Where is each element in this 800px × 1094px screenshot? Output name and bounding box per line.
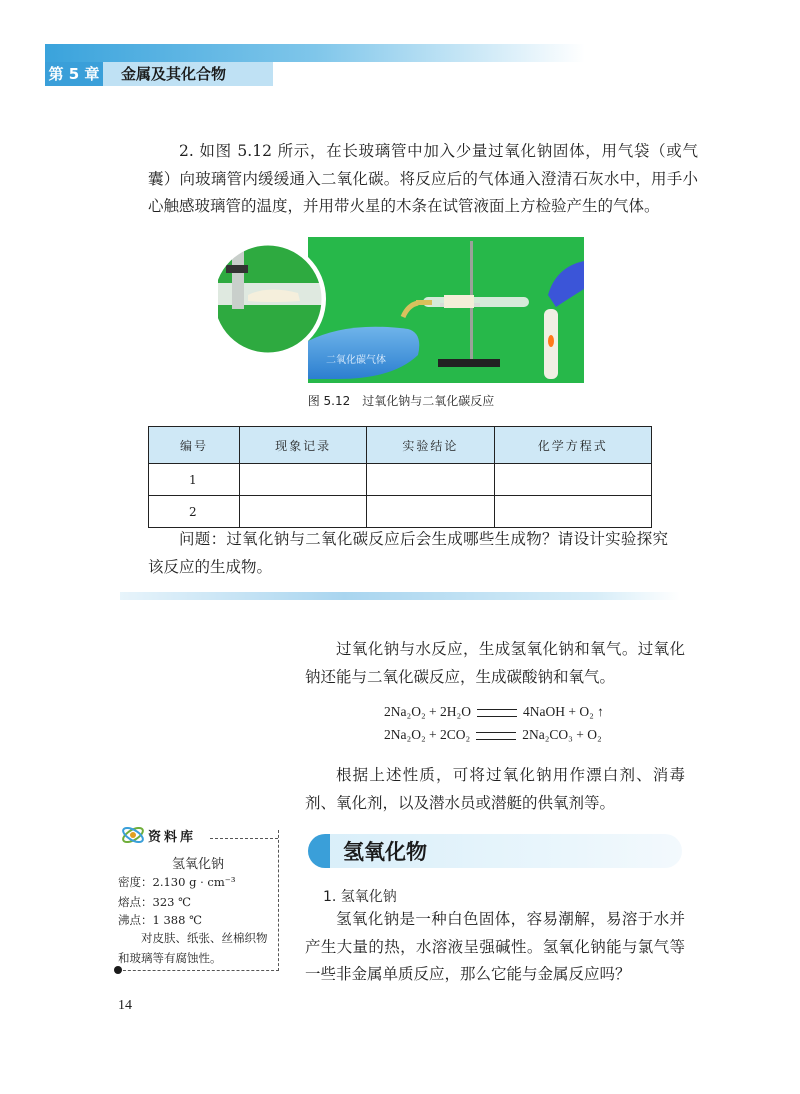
table-header-cell: 编号 (149, 427, 240, 464)
table-cell (367, 464, 494, 496)
table-cell: 1 (149, 464, 240, 496)
equation-reactants: 2Na₂O₂ + 2H₂O (384, 704, 471, 719)
equals-sign (476, 732, 516, 740)
figure-number: 图 5.12 (307, 394, 351, 408)
table-cell (494, 464, 651, 496)
melting-point: 熔点：323 ℃ (118, 895, 191, 909)
body-paragraph: 过氧化钠与水反应，生成氢氧化钠和氧气。过氧化钠还能与二氧化碳反应，生成碳酸钠和氧气。 (305, 640, 685, 686)
observation-table (148, 426, 652, 528)
table-cell (494, 496, 651, 528)
chapter-number-tab: 第 5 章 (45, 62, 103, 86)
sidebar-label: 资料库 (148, 830, 197, 845)
equation-2 (384, 727, 684, 743)
figure-caption-text: 过氧化钠与二氧化碳反应 (362, 394, 495, 408)
figure-caption (218, 392, 584, 409)
molecule-icon (120, 822, 146, 848)
subsection-heading: 1. 氢氧化钠 (323, 889, 397, 905)
section-header-marker (308, 834, 330, 868)
table-cell (240, 464, 367, 496)
body-paragraph: 氢氧化钠是一种白色固体，容易潮解，易溶于水并产生大量的热，水溶液呈强碱性。氢氧化钠能与氯气等一些非金属单质反应，那么它能与金属反应吗？ (305, 910, 685, 983)
equals-sign (477, 709, 517, 717)
corrosion-note: 对皮肤、纸张、丝棉织物和玻璃等有腐蚀性。 (118, 931, 268, 965)
table-header-cell: 化学方程式 (494, 427, 651, 464)
sidebar-title: 氢氧化钠 (171, 857, 224, 872)
equation-1 (384, 704, 684, 720)
equation-reactants: 2Na₂O₂ + 2CO₂ (384, 727, 471, 742)
question-text: 问题：过氧化钠与二氧化碳反应后会生成哪些生成物？请设计实验探究该反应的生成物。 (148, 530, 668, 576)
chapter-header-band (45, 44, 585, 62)
density-value: 密度：2.130 g · cm⁻³ (118, 875, 236, 889)
section-title: 氢氧化物 (343, 840, 427, 864)
gas-bag-label: 二氧化碳气体 (326, 355, 386, 366)
table-header-cell: 实验结论 (367, 427, 494, 464)
table-header-row (149, 427, 652, 464)
experiment-step-2: 2. 如图 5.12 所示，在长玻璃管中加入少量过氧化钠固体，用气袋（或气囊）向玻璃管内缓缓通入二氧化碳。将反应后的气体通入澄清石灰水中，用手小心触感玻璃管的温度，并用带火星的木条在试管液面上方检验产生的气体。 (148, 142, 698, 215)
body-paragraph: 根据上述性质，可将过氧化钠用作漂白剂、消毒剂、氧化剂，以及潜水员或潜艇的供氧剂等。 (305, 766, 685, 812)
sidebar-divider (210, 838, 278, 839)
table-cell: 2 (149, 496, 240, 528)
table-header-cell: 现象记录 (240, 427, 367, 464)
table-row (149, 464, 652, 496)
table-cell (367, 496, 494, 528)
boiling-point: 沸点：1 388 ℃ (118, 913, 202, 927)
section-divider (120, 592, 680, 600)
sidebar-corner-dot (114, 966, 122, 974)
chapter-title: 金属及其化合物 (103, 62, 273, 86)
equation-products: 2Na₂CO₃ + O₂ (522, 727, 602, 742)
table-cell (240, 496, 367, 528)
table-row (149, 496, 652, 528)
equation-products: 4NaOH + O₂ ↑ (522, 704, 604, 719)
page-number: 14 (118, 998, 132, 1013)
experiment-photo (218, 237, 584, 383)
